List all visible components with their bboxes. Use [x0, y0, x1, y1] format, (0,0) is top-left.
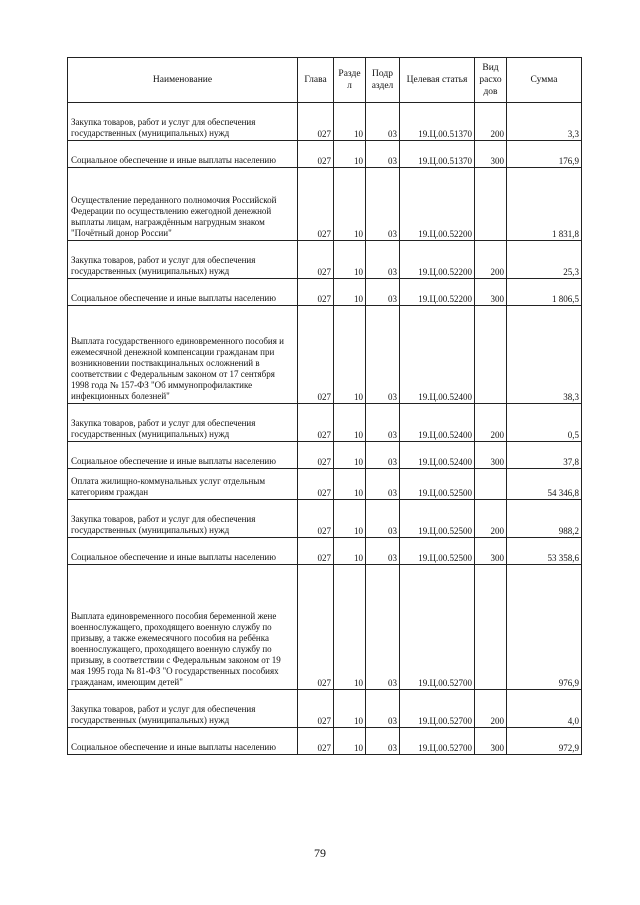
- row-podrazdel: 03: [366, 728, 400, 755]
- row-podrazdel: 03: [366, 565, 400, 690]
- row-podrazdel: 03: [366, 306, 400, 404]
- row-glava: 027: [298, 279, 334, 306]
- row-glava: 027: [298, 690, 334, 728]
- table-row: [68, 690, 582, 728]
- row-podrazdel: 03: [366, 241, 400, 279]
- row-glava: 027: [298, 728, 334, 755]
- row-name: Оплата жилищно-коммунальных услуг отдельным категориям граждан: [68, 469, 298, 500]
- row-name: Закупка товаров, работ и услуг для обеспечения государственных (муниципальных) нужд: [68, 690, 298, 728]
- row-vid-raskhodov: 200: [475, 690, 507, 728]
- row-razdel: 10: [334, 469, 366, 500]
- table-row: [68, 103, 582, 141]
- row-celevaya-statya: 19.Ц.00.51370: [400, 103, 475, 141]
- row-name: Социальное обеспечение и иные выплаты населению: [68, 538, 298, 565]
- row-razdel: 10: [334, 168, 366, 241]
- row-vid-raskhodov: 200: [475, 404, 507, 442]
- row-name: Социальное обеспечение и иные выплаты населению: [68, 442, 298, 469]
- row-podrazdel: 03: [366, 168, 400, 241]
- row-name: Социальное обеспечение и иные выплаты населению: [68, 728, 298, 755]
- header-name: Наименование: [68, 58, 298, 103]
- table-header-row: [68, 58, 582, 103]
- row-summa: 972,9: [507, 728, 582, 755]
- row-razdel: 10: [334, 728, 366, 755]
- row-glava: 027: [298, 404, 334, 442]
- header-vid-raskhodov: Вид расхо дов: [475, 58, 507, 103]
- row-celevaya-statya: 19.Ц.00.52700: [400, 690, 475, 728]
- row-razdel: 10: [334, 690, 366, 728]
- table-row: [68, 168, 582, 241]
- row-vid-raskhodov: [475, 306, 507, 404]
- header-podrazdel: Подр аздел: [366, 58, 400, 103]
- row-name: Осуществление переданного полномочия Российской Федерации по осуществлению ежегодной денежной выплаты лицам, награждённым нагрудным знаком "Почётный донор России": [68, 168, 298, 241]
- row-name: Закупка товаров, работ и услуг для обеспечения государственных (муниципальных) нужд: [68, 241, 298, 279]
- row-podrazdel: 03: [366, 469, 400, 500]
- row-summa: 38,3: [507, 306, 582, 404]
- table-row: [68, 404, 582, 442]
- table-row: [68, 500, 582, 538]
- row-razdel: 10: [334, 538, 366, 565]
- row-name: Закупка товаров, работ и услуг для обеспечения государственных (муниципальных) нужд: [68, 404, 298, 442]
- row-glava: 027: [298, 168, 334, 241]
- row-celevaya-statya: 19.Ц.00.52500: [400, 469, 475, 500]
- row-podrazdel: 03: [366, 500, 400, 538]
- row-glava: 027: [298, 141, 334, 168]
- table-row: [68, 442, 582, 469]
- row-summa: 0,5: [507, 404, 582, 442]
- table-row: [68, 141, 582, 168]
- row-vid-raskhodov: 200: [475, 241, 507, 279]
- row-summa: 54 346,8: [507, 469, 582, 500]
- row-razdel: 10: [334, 279, 366, 306]
- page-number: 79: [314, 846, 326, 860]
- row-summa: 1 831,8: [507, 168, 582, 241]
- row-summa: 1 806,5: [507, 279, 582, 306]
- row-podrazdel: 03: [366, 141, 400, 168]
- row-celevaya-statya: 19.Ц.00.52200: [400, 279, 475, 306]
- row-podrazdel: 03: [366, 690, 400, 728]
- row-vid-raskhodov: [475, 168, 507, 241]
- row-summa: 3,3: [507, 103, 582, 141]
- row-celevaya-statya: 19.Ц.00.52400: [400, 404, 475, 442]
- header-summa: Сумма: [507, 58, 582, 103]
- row-name: Закупка товаров, работ и услуг для обеспечения государственных (муниципальных) нужд: [68, 103, 298, 141]
- table-row: [68, 241, 582, 279]
- row-celevaya-statya: 19.Ц.00.52500: [400, 538, 475, 565]
- row-summa: 25,3: [507, 241, 582, 279]
- row-glava: 027: [298, 306, 334, 404]
- row-celevaya-statya: 19.Ц.00.52200: [400, 168, 475, 241]
- row-summa: 37,8: [507, 442, 582, 469]
- row-vid-raskhodov: 300: [475, 538, 507, 565]
- row-vid-raskhodov: 200: [475, 103, 507, 141]
- row-celevaya-statya: 19.Ц.00.52400: [400, 306, 475, 404]
- row-name: Социальное обеспечение и иные выплаты населению: [68, 279, 298, 306]
- row-summa: 988,2: [507, 500, 582, 538]
- row-summa: 53 358,6: [507, 538, 582, 565]
- header-celevaya-statya: Целевая статья: [400, 58, 475, 103]
- row-podrazdel: 03: [366, 103, 400, 141]
- row-summa: 4,0: [507, 690, 582, 728]
- row-name: Закупка товаров, работ и услуг для обеспечения государственных (муниципальных) нужд: [68, 500, 298, 538]
- row-celevaya-statya: 19.Ц.00.52200: [400, 241, 475, 279]
- row-razdel: 10: [334, 306, 366, 404]
- table-row: [68, 469, 582, 500]
- row-summa: 176,9: [507, 141, 582, 168]
- row-razdel: 10: [334, 241, 366, 279]
- row-glava: 027: [298, 469, 334, 500]
- row-podrazdel: 03: [366, 279, 400, 306]
- row-vid-raskhodov: 300: [475, 442, 507, 469]
- row-glava: 027: [298, 103, 334, 141]
- row-podrazdel: 03: [366, 538, 400, 565]
- row-celevaya-statya: 19.Ц.00.52700: [400, 565, 475, 690]
- row-razdel: 10: [334, 500, 366, 538]
- row-glava: 027: [298, 500, 334, 538]
- budget-table: [67, 57, 582, 755]
- table-row: [68, 279, 582, 306]
- row-razdel: 10: [334, 141, 366, 168]
- row-razdel: 10: [334, 103, 366, 141]
- row-summa: 976,9: [507, 565, 582, 690]
- row-vid-raskhodov: 300: [475, 728, 507, 755]
- table-row: [68, 306, 582, 404]
- row-podrazdel: 03: [366, 404, 400, 442]
- row-vid-raskhodov: 200: [475, 500, 507, 538]
- row-celevaya-statya: 19.Ц.00.52700: [400, 728, 475, 755]
- row-name: Выплата государственного единовременного пособия и ежемесячной денежной компенсации гражданам при возникновении поствакцинальных осложнений в соответствии с Федеральным законом от 17 сентября 1998 года № 157-ФЗ "Об иммунопрофилактике инфекционных болезней": [68, 306, 298, 404]
- table-row: [68, 728, 582, 755]
- row-glava: 027: [298, 241, 334, 279]
- row-glava: 027: [298, 538, 334, 565]
- header-glava: Глава: [298, 58, 334, 103]
- row-razdel: 10: [334, 404, 366, 442]
- row-razdel: 10: [334, 442, 366, 469]
- row-celevaya-statya: 19.Ц.00.52400: [400, 442, 475, 469]
- row-celevaya-statya: 19.Ц.00.52500: [400, 500, 475, 538]
- row-glava: 027: [298, 565, 334, 690]
- table-row: [68, 538, 582, 565]
- row-name: Социальное обеспечение и иные выплаты населению: [68, 141, 298, 168]
- row-vid-raskhodov: [475, 469, 507, 500]
- row-celevaya-statya: 19.Ц.00.51370: [400, 141, 475, 168]
- row-vid-raskhodov: [475, 565, 507, 690]
- row-vid-raskhodov: 300: [475, 279, 507, 306]
- row-glava: 027: [298, 442, 334, 469]
- table-row: [68, 565, 582, 690]
- row-podrazdel: 03: [366, 442, 400, 469]
- header-razdel: Разде л: [334, 58, 366, 103]
- row-name: Выплата единовременного пособия беременной жене военнослужащего, проходящего военную службу по призыву, а также ежемесячного пособия на ребёнка военнослужащего, проходящего военную службу по призыву, в соответствии с Федеральным законом от 19 мая 1995 года № 81-ФЗ "О государственных пособиях гражданам, имеющим детей": [68, 565, 298, 690]
- row-vid-raskhodov: 300: [475, 141, 507, 168]
- row-razdel: 10: [334, 565, 366, 690]
